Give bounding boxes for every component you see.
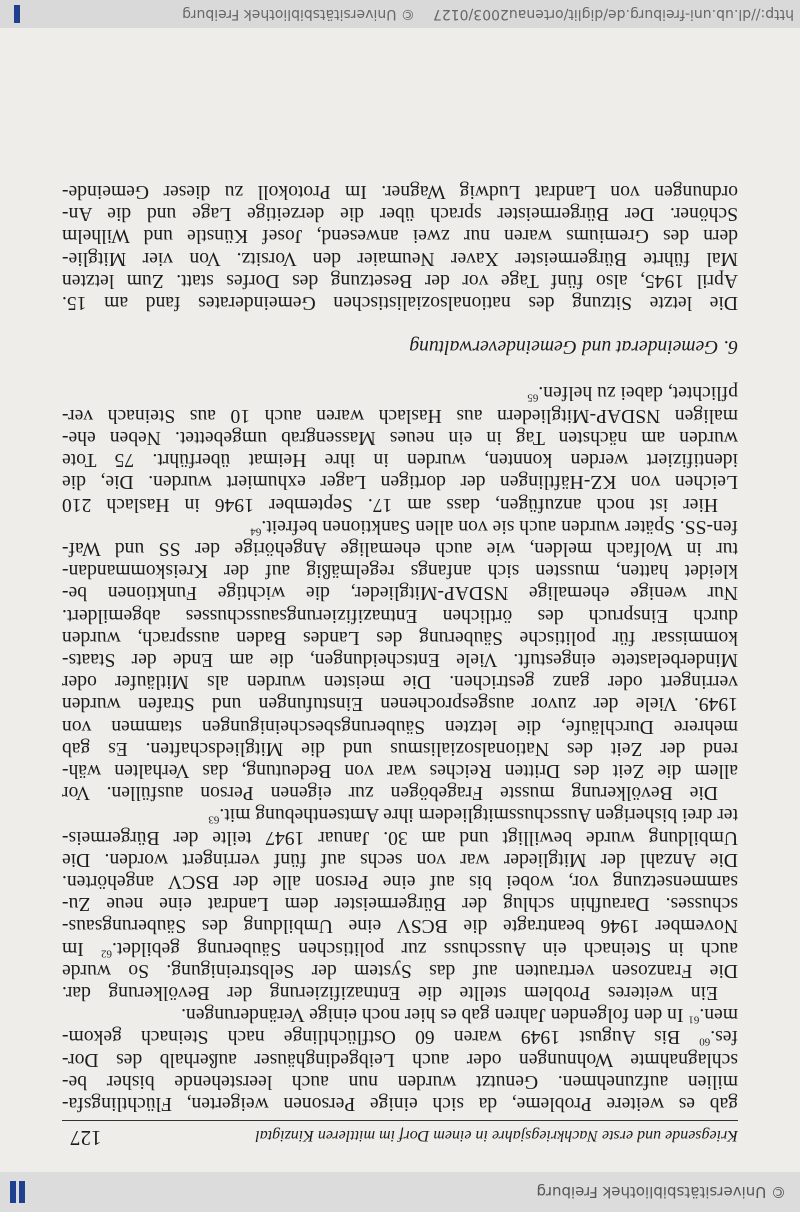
text-line: men.$^{61}$ In den folgenden Jahren gab es hier noch einige Veränderungen. [181,1004,738,1026]
text-line: tur in Wolfach melden, wie auch ehemalige Angehörige der SS und Waf- [62,537,738,559]
text-line: rend der Zeit des Nationalsozialismus und die Mitgliedschaften. Es gab [62,737,738,759]
text-line: Die Bevölkerung musste Fragebögen zur eigenen Person ausfüllen. Vor [62,782,718,804]
text-line: durch Einspruch des örtlichen Entnazifizierungsausschusses abgemildert. [62,604,738,626]
text-line: mehrere Durchläufe, die letzten Säuberungsbescheinigungen stammen von [62,715,738,737]
running-header [62,1120,738,1150]
footnote-ref: 65 [527,392,539,405]
library-logo [10,1181,25,1203]
footnote-ref: 61 [688,1013,700,1026]
text-line: identifiziert werden konnten, wurden in ihre Heimat überführt. 75 Tote [62,449,738,471]
text-line: Hier ist noch anzufügen, dass am 17. September 1946 in Haslach 210 [62,493,718,515]
text-line: Die letzte Sitzung des nationalsozialistischen Gemeinderates fand am 15. [62,292,738,314]
footer-copyright: © Universitätsbibliothek Freiburg [536,1183,786,1201]
text-line: auch in Steinach ein Ausschuss zur politischen Säuberung gebildet.$^{62}$ Im [62,937,738,960]
text-line: pflichtet, dabei zu helfen.$^{65}$ [527,382,738,405]
text-line: dern des Gremiums waren nur zwei anwesend, Josef Künstle und Wilhelm [62,225,738,247]
text-line: schusses. Daraufhin schlug der Bürgermeister dem Landrat eine neue Zu- [62,893,738,915]
section-heading: 6. Gemeinderat und Gemeindeverwaltung [409,336,738,358]
book-page [62,180,738,1150]
footnote-ref: 60 [699,1035,711,1048]
library-logo-small [14,5,20,23]
copyright-notice: © Universitätsbibliothek Freiburg [182,6,415,22]
footnote-ref: 62 [101,947,113,960]
footnote-ref: 63 [208,813,220,826]
text-line: ter drei bisherigen Ausschussmitgliedern ihre Amtsenthebung mit.$^{63}$ [208,804,738,826]
text-line: sammensetzung vor, wobei bis auf eine Person alle der BSCV angehörten. [62,870,738,892]
text-line: Die Franzosen vertrauten auf das System der Selbstreinigung. So wurde [62,959,738,981]
page-body [62,180,738,1114]
footnote-ref: 64 [250,525,262,538]
running-head: Kriegsende und erste Nachkriegsjahre in einem Dorf im mittleren Kinzigtal [255,1127,738,1144]
text-line: verringert oder ganz gestrichen. Die meisten wurden als Mitläufer oder [62,671,738,693]
page-url[interactable]: http://dl.ub.uni-freiburg.de/diglit/ortenau2003/0127 [432,6,794,22]
text-line: Ein weiteres Problem stellte die Entnazifizierung der Bevölkerung dar. [62,981,718,1003]
text-line: April 1945, also fünf Tage vor der Besetzung des Dorfes statt. Zum letzten [62,269,738,291]
text-line: ordnungen von Landrat Ludwig Wagner. Im Protokoll zu dieser Gemeinde- [62,181,738,203]
viewer-footer-bar [0,1172,800,1212]
text-line: gab es weitere Probleme, da sich einige Personen weigerten, Flüchtlingsfa- [62,1093,738,1114]
text-line: 1949. Viele der zuvor ausgesprochenen Einstufungen und Strafen wurden [62,693,738,715]
text-line: Umbildung wurde bewilligt und am 30. Januar 1947 teilte der Bürgermeis- [62,826,738,848]
text-line: allem die Zeit des Dritten Reiches war von Bedeutung, das Verhalten wäh- [62,759,738,781]
text-line: November 1946 beantragte die BCSV eine Umbildung des Säuberungsaus- [62,915,738,937]
text-line: milien aufzunehmen. Genutzt wurden nun auch leerstehende bisher be- [62,1070,738,1092]
page-number: 127 [70,1126,102,1150]
text-line: fen-SS. Später wurden auch sie von allen Sanktionen befreit.$^{64}$ [250,515,738,538]
text-line: schlagnahmte Wohnungen oder auch Leibgedinghäuser außerhalb des Dor- [62,1048,738,1070]
text-line: maligen NSDAP-Mitgliedern aus Haslach waren auch 10 aus Steinach ver- [62,404,738,426]
text-line: Mal führte Bürgermeister Xaver Neumaier den Vorsitz. Von vier Mitglie- [62,247,738,269]
text-line: Schöner. Der Bürgermeister sprach über die derzeitige Lage und die An- [62,203,738,225]
text-line: Leichen von KZ-Häftlingen der dortigen Lager exhumiert wurden. Die, die [62,471,738,493]
text-line: fes.$^{60}$ Bis August 1949 waren 60 Ostflüchtlinge nach Steinach gekom- [62,1026,738,1048]
viewer-url-bar [0,0,800,28]
text-line: kommissar für politische Säuberung des Landes Baden aussprach, wurden [62,626,738,648]
text-line: Nur wenige ehemalige NSDAP-Mitglieder, die wichtige Funktionen be- [62,582,738,604]
text-line: wurden am nächsten Tag in ein neues Massengrab umgebettet. Neben ehe- [62,426,738,448]
text-line: kleidet hatten, mussten sich anfangs regelmäßig auf der Kreiskommandan- [62,560,738,582]
text-line: Die Anzahl der Mitglieder war von sechs auf fünf verringert worden. Die [62,848,738,870]
text-line: Minderbelastete eingestuft. Viele Entscheidungen, die am Ende der Staats- [62,648,738,670]
